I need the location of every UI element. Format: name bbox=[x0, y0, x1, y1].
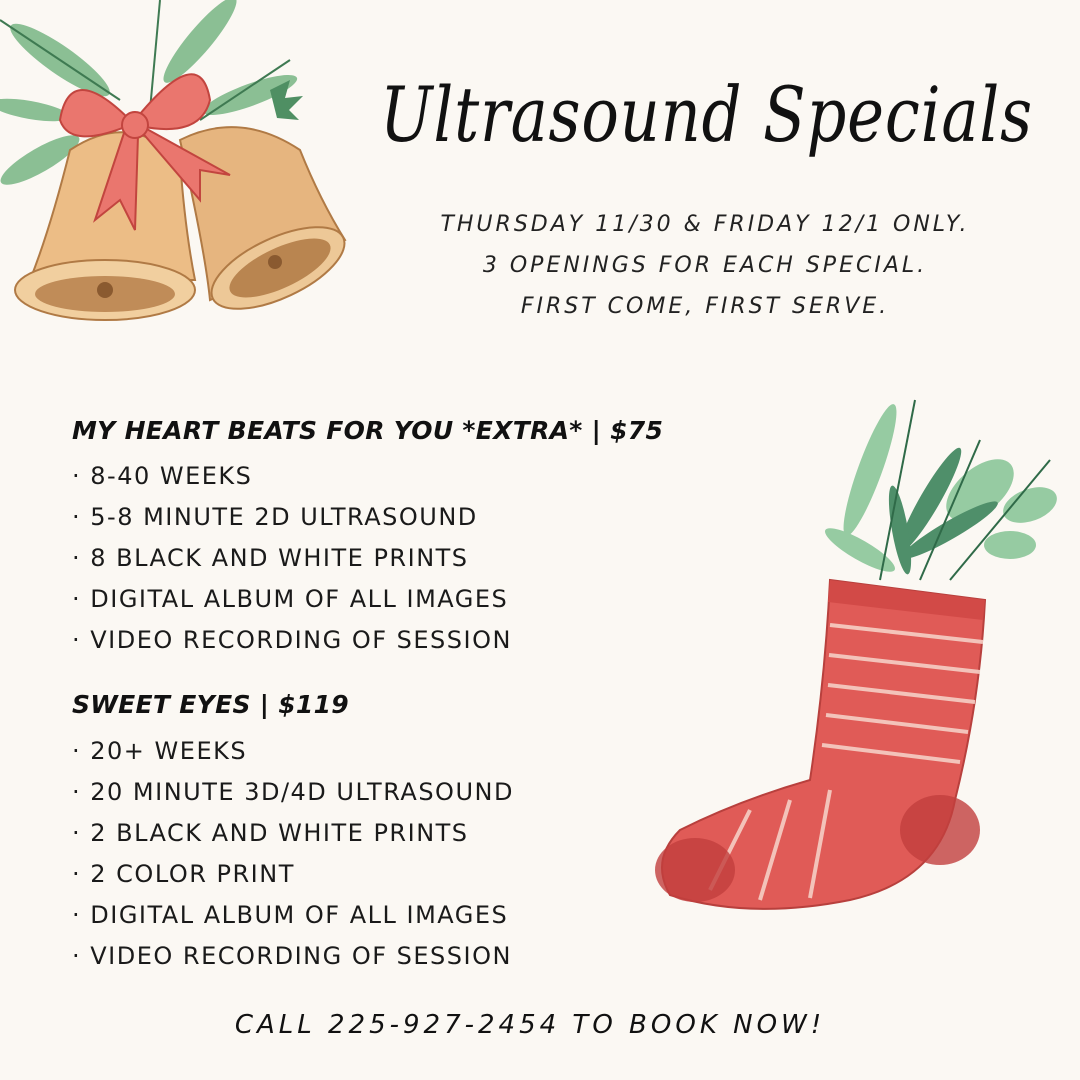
list-item: · 2 BLACK AND WHITE PRINTS bbox=[72, 813, 514, 854]
list-item: · VIDEO RECORDING OF SESSION bbox=[72, 936, 514, 977]
list-item: · 20 MINUTE 3D/4D ULTRASOUND bbox=[72, 772, 514, 813]
list-item: · 8-40 WEEKS bbox=[72, 456, 512, 497]
call-to-action: CALL 225-927-2454 TO BOOK NOW! bbox=[234, 1010, 826, 1040]
list-item: · DIGITAL ALBUM OF ALL IMAGES bbox=[72, 895, 514, 936]
package-title-heart-beats: MY HEART BEATS FOR YOU *EXTRA* | $75 bbox=[72, 416, 664, 445]
list-item: · 5-8 MINUTE 2D ULTRASOUND bbox=[72, 497, 512, 538]
list-item: · DIGITAL ALBUM OF ALL IMAGES bbox=[72, 579, 512, 620]
christmas-bells-icon bbox=[0, 0, 360, 340]
event-dates: THURSDAY 11/30 & FRIDAY 12/1 ONLY. bbox=[440, 212, 970, 237]
list-item: · VIDEO RECORDING OF SESSION bbox=[72, 620, 512, 661]
package-items-sweet-eyes bbox=[72, 731, 514, 977]
openings-note: 3 OPENINGS FOR EACH SPECIAL. bbox=[482, 253, 928, 278]
christmas-stocking-icon bbox=[650, 380, 1070, 920]
list-item: · 20+ WEEKS bbox=[72, 731, 514, 772]
page-title: Ultrasound Specials bbox=[380, 70, 1033, 159]
list-item: · 2 COLOR PRINT bbox=[72, 854, 514, 895]
first-come-note: FIRST COME, FIRST SERVE. bbox=[520, 294, 890, 319]
list-item: · 8 BLACK AND WHITE PRINTS bbox=[72, 538, 512, 579]
package-items-heart-beats bbox=[72, 456, 512, 661]
package-title-sweet-eyes: SWEET EYES | $119 bbox=[72, 690, 349, 719]
